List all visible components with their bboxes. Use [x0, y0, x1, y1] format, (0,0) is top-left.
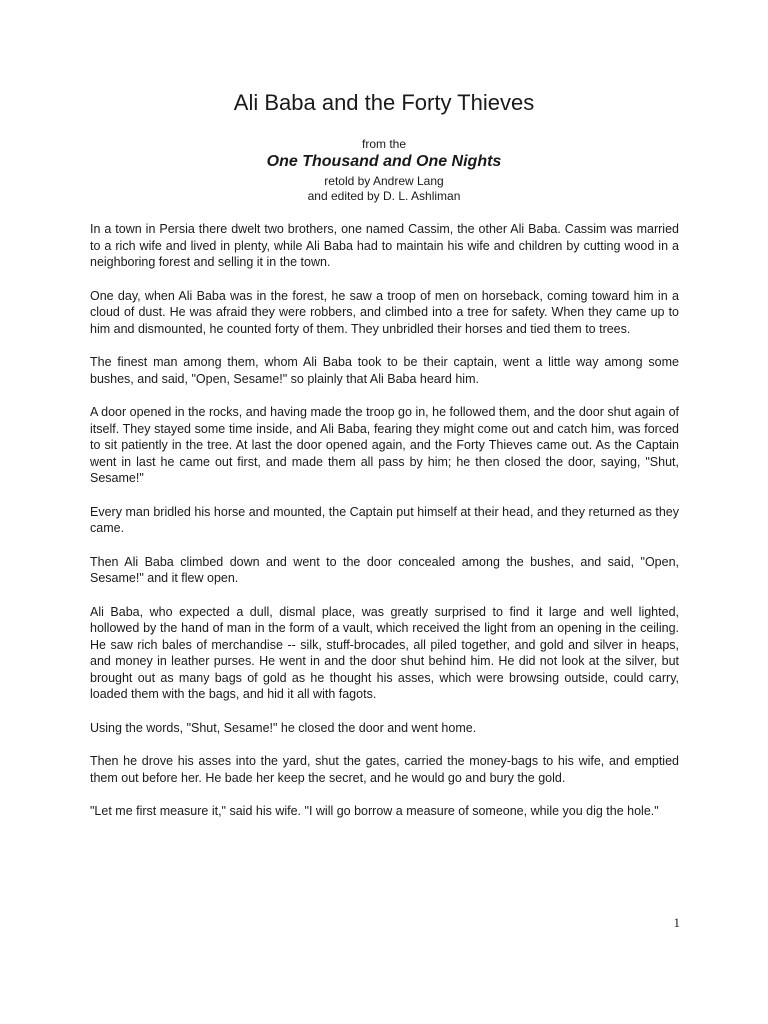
- story-paragraph: "Let me first measure it," said his wife. "I will go borrow a measure of someone, while you dig the hole.": [90, 804, 659, 818]
- story-paragraph: The finest man among them, whom Ali Baba took to be their captain, went a little way among some bushes, and said, "Open, Sesame!" so plainly that Ali Baba heard him.: [90, 355, 679, 386]
- edited-by-credit: and edited by D. L. Ashliman: [307, 189, 461, 203]
- story-paragraph: Using the words, "Shut, Sesame!" he closed the door and went home.: [90, 720, 477, 735]
- story-paragraph: Every man bridled his horse and mounted, the Captain put himself at their head, and they returned as they came.: [90, 504, 679, 535]
- page-number: 1: [673, 915, 680, 930]
- story-paragraph: A door opened in the rocks, and having made the troop go in, he followed them, and the door shut again of itself. They stayed some time inside, and Ali Baba, fearing they might come out and catch him, was forced to sit patiently in the tree. At last the door opened again, and the Forty Thieves came out. As the Captain went in last he came out first, and made them all pass by him; he then closed the door, saying, "Shut, Sesame!": [90, 405, 679, 485]
- story-paragraph: One day, when Ali Baba was in the forest, he saw a troop of men on horseback, coming toward him in a cloud of dust. He was afraid they were robbers, and climbed into a tree for safety. When they came up to him and dismounted, he counted forty of them. They unbridled their horses and tied them to trees.: [90, 288, 679, 336]
- story-body: [90, 221, 679, 837]
- source-work-title: One Thousand and One Nights: [266, 153, 502, 170]
- source-intro: from the: [361, 137, 406, 151]
- story-paragraph: In a town in Persia there dwelt two brothers, one named Cassim, the other Ali Baba. Cassim was married to a rich wife and lived in plenty, while Ali Baba had to maintain his wife and children by cutting wood in a neighboring forest and selling it in the town.: [90, 222, 679, 269]
- story-paragraph: Then he drove his asses into the yard, shut the gates, carried the money-bags to his wife, and emptied them out before her. He bade her keep the secret, and he would go and bury the gold.: [90, 754, 679, 785]
- retold-by-credit: retold by Andrew Lang: [324, 174, 444, 188]
- story-paragraph: Ali Baba, who expected a dull, dismal place, was greatly surprised to find it large and well lighted, hollowed by the hand of man in the form of a vault, which received the light from an opening in the ceiling. He saw rich bales of merchandise -- silk, stuff-brocades, all piled together, and gold and silver in heaps, and money in leather purses. He went in and the door shut behind him. He did not look at the silver, but brought out as many bags of gold as he thought his asses, which were browsing outside, could carry, loaded them with the bags, and hid it all with fagots.: [90, 604, 679, 701]
- story-paragraph: Then Ali Baba climbed down and went to the door concealed among the bushes, and said, "Open, Sesame!" and it flew open.: [90, 554, 679, 585]
- document-title: Ali Baba and the Forty Thieves: [233, 90, 535, 115]
